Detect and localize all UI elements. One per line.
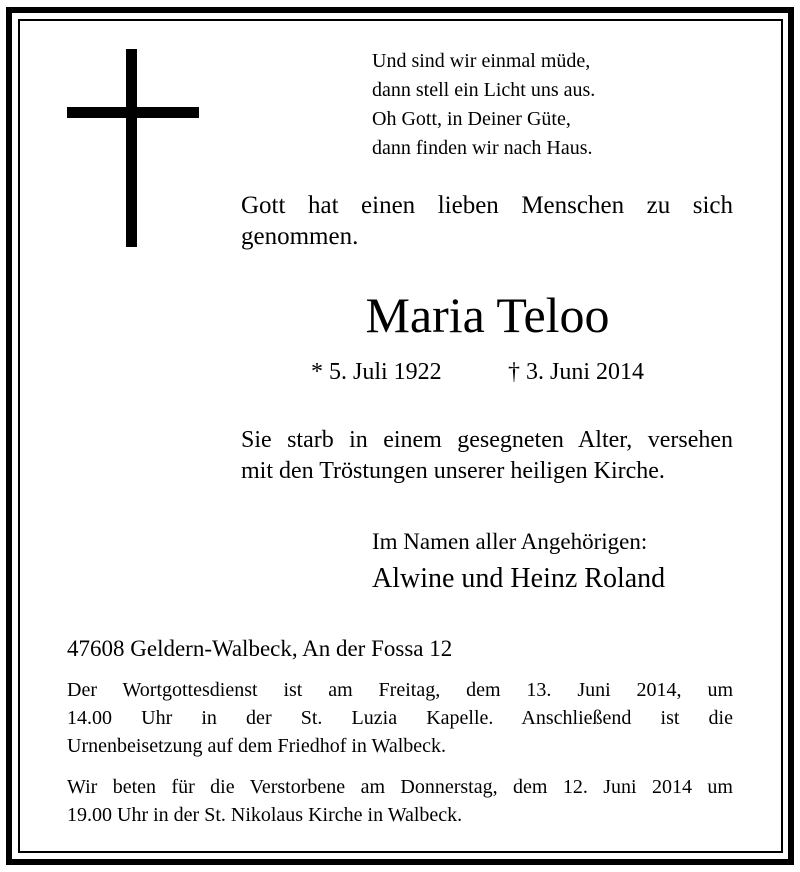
poem bbox=[372, 47, 595, 163]
birth-date: * 5. Juli 1922 bbox=[311, 359, 442, 385]
cross-horizontal-bar bbox=[67, 107, 199, 118]
prayer-paragraph bbox=[67, 773, 733, 829]
service-line: Urnenbeisetzung auf dem Friedhof in Walbeck. bbox=[67, 735, 447, 757]
death-date: † 3. Juni 2014 bbox=[508, 359, 645, 385]
statement-line: Sie starb in einem gesegneten Alter, versehen bbox=[241, 427, 733, 453]
service-paragraph bbox=[67, 676, 733, 760]
address: 47608 Geldern-Walbeck, An der Fossa 12 bbox=[67, 636, 453, 661]
prayer-line: 19.00 Uhr in der St. Nikolaus Kirche in Walbeck. bbox=[67, 804, 463, 826]
service-line: Der Wortgottesdienst ist am Freitag, dem 13. Juni 2014, um bbox=[67, 679, 733, 701]
intro-text: Gott hat einen lieben Menschen zu sich genommen. bbox=[241, 192, 733, 250]
prayer-line: Wir beten für die Verstorbene am Donnerstag, dem 12. Juni 2014 um bbox=[67, 776, 733, 798]
poem-line: Oh Gott, in Deiner Güte, bbox=[372, 108, 571, 130]
deceased-name: Maria Teloo bbox=[365, 287, 610, 343]
death-statement bbox=[241, 425, 733, 487]
signature-label: Im Namen aller Angehörigen: bbox=[372, 529, 648, 554]
poem-line: dann stell ein Licht uns aus. bbox=[372, 79, 596, 101]
signature-names: Alwine und Heinz Roland bbox=[372, 563, 666, 594]
poem-line: Und sind wir einmal müde, bbox=[372, 50, 591, 72]
service-line: 14.00 Uhr in der St. Luzia Kapelle. Anschließend ist die bbox=[67, 707, 733, 729]
poem-line: dann finden wir nach Haus. bbox=[372, 137, 593, 159]
cross-vertical-bar bbox=[126, 49, 137, 247]
statement-line: mit den Tröstungen unserer heiligen Kirche. bbox=[241, 458, 665, 484]
